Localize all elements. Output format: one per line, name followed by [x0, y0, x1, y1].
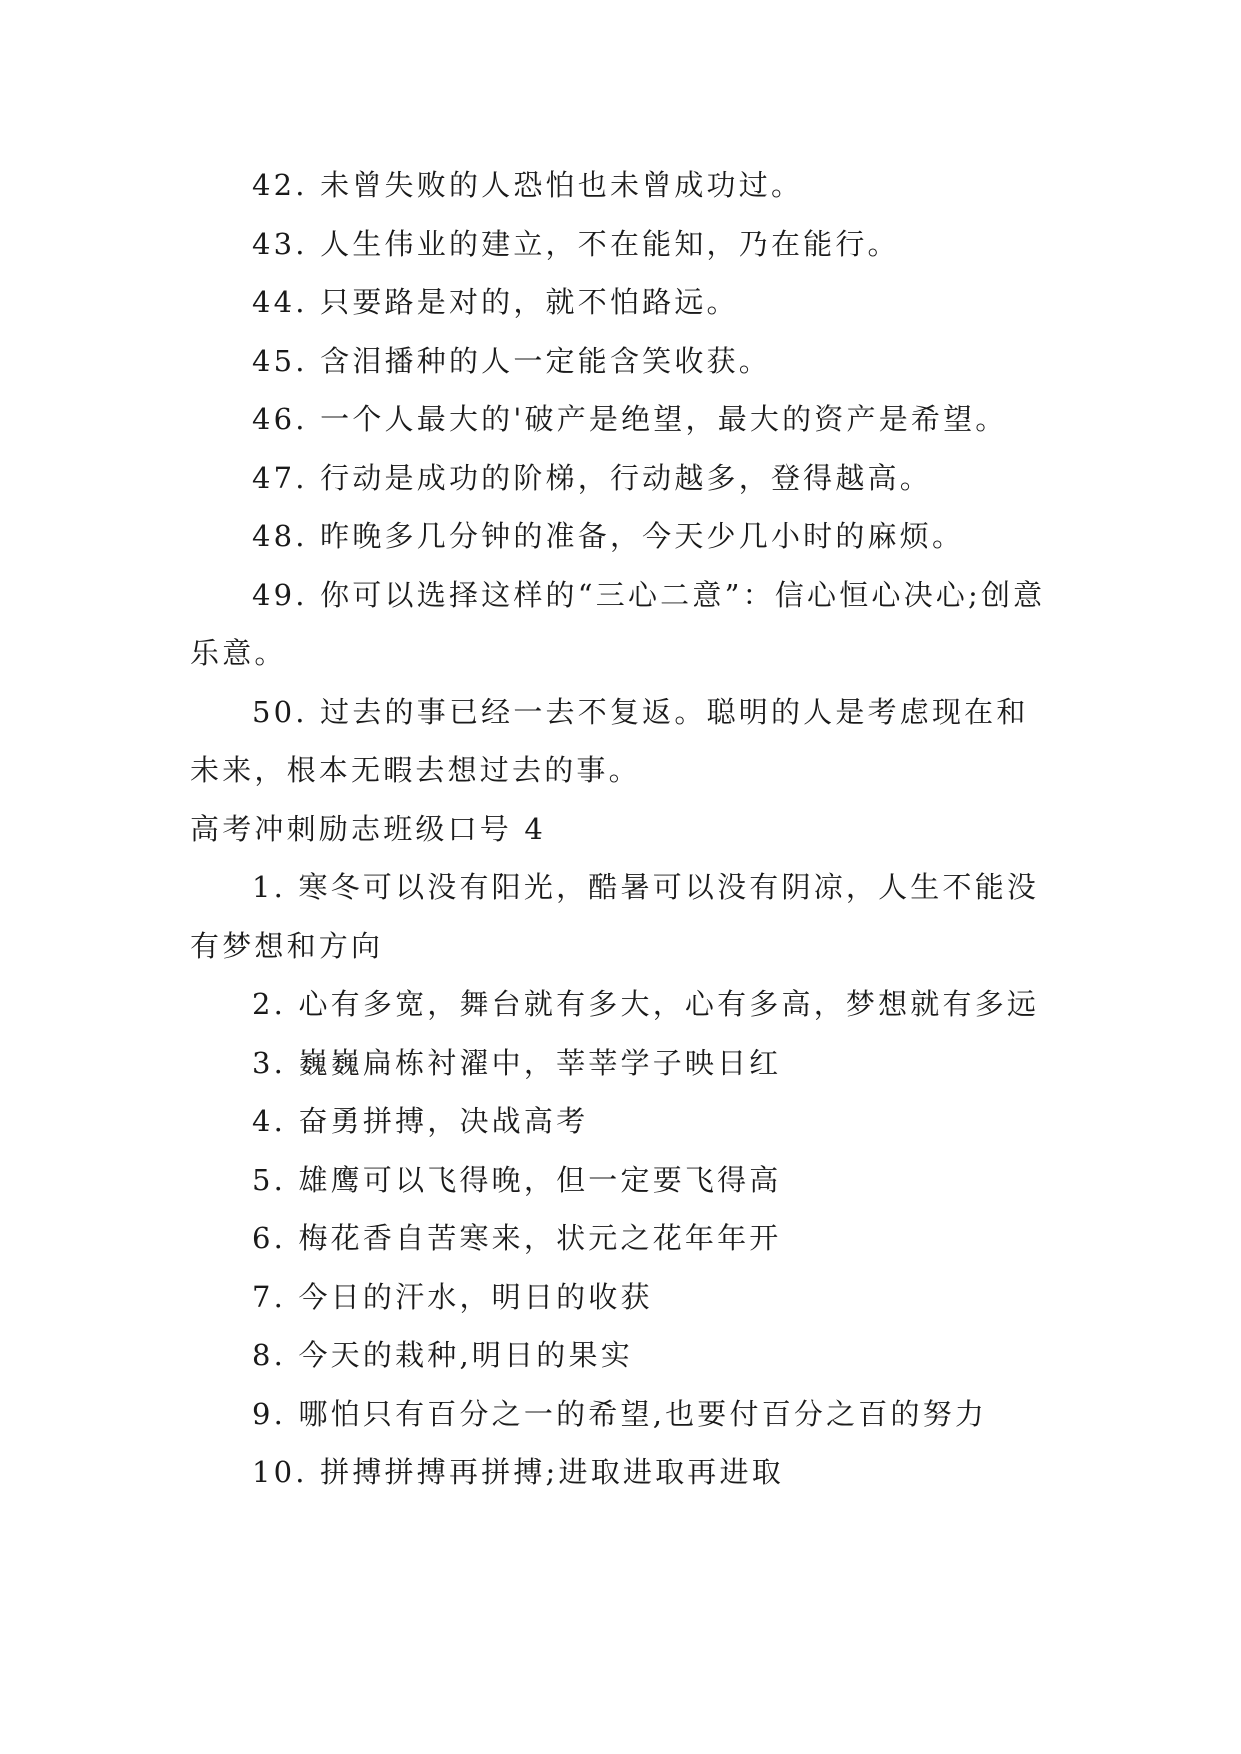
- list-item: 1. 寒冬可以没有阳光，酷暑可以没有阴凉，人生不能没有梦想和方向: [190, 870, 1040, 963]
- list-item: 8. 今天的栽种,明日的果实: [252, 1338, 633, 1372]
- list-item: 3. 巍巍扁栋衬濯中，莘莘学子映日红: [252, 1045, 782, 1080]
- list-item: 7. 今日的汗水，明日的收获: [252, 1279, 653, 1314]
- list-item: 50. 过去的事已经一去不复返。聪明的人是考虑现在和未来，根本无暇去想过去的事。: [190, 694, 1029, 787]
- list-item: 9. 哪怕只有百分之一的希望,也要付百分之百的努力: [252, 1396, 988, 1431]
- list-item: 49. 你可以选择这样的“三心二意”：信心恒心决心;创意乐意。: [190, 577, 1046, 670]
- list-item: 10. 拼搏拼搏再拼搏;进取进取再进取: [252, 1455, 784, 1489]
- list-item: 42. 未曾失败的人恐怕也未曾成功过。: [252, 168, 804, 202]
- document-body: [190, 156, 1056, 1502]
- section-title: 高考冲刺励志班级口号 4: [190, 811, 547, 846]
- list-item: 46. 一个人最大的'破产是绝望，最大的资产是希望。: [252, 402, 1008, 436]
- list-item: 48. 昨晚多几分钟的准备，今天少几小时的麻烦。: [252, 519, 965, 553]
- list-item: 6. 梅花香自苦寒来，状元之花年年开: [252, 1221, 782, 1255]
- list-item: 2. 心有多宽，舞台就有多大，心有多高，梦想就有多远: [252, 987, 1040, 1021]
- list-item: 4. 奋勇拼搏，决战高考: [252, 1104, 589, 1138]
- list-item: 44. 只要路是对的，就不怕路远。: [252, 285, 739, 319]
- list-item: 47. 行动是成功的阶梯，行动越多，登得越高。: [252, 460, 932, 495]
- list-item: 5. 雄鹰可以飞得晚，但一定要飞得高: [252, 1162, 782, 1197]
- list-item: 43. 人生伟业的建立，不在能知，乃在能行。: [252, 226, 900, 261]
- list-item: 45. 含泪播种的人一定能含笑收获。: [252, 343, 771, 378]
